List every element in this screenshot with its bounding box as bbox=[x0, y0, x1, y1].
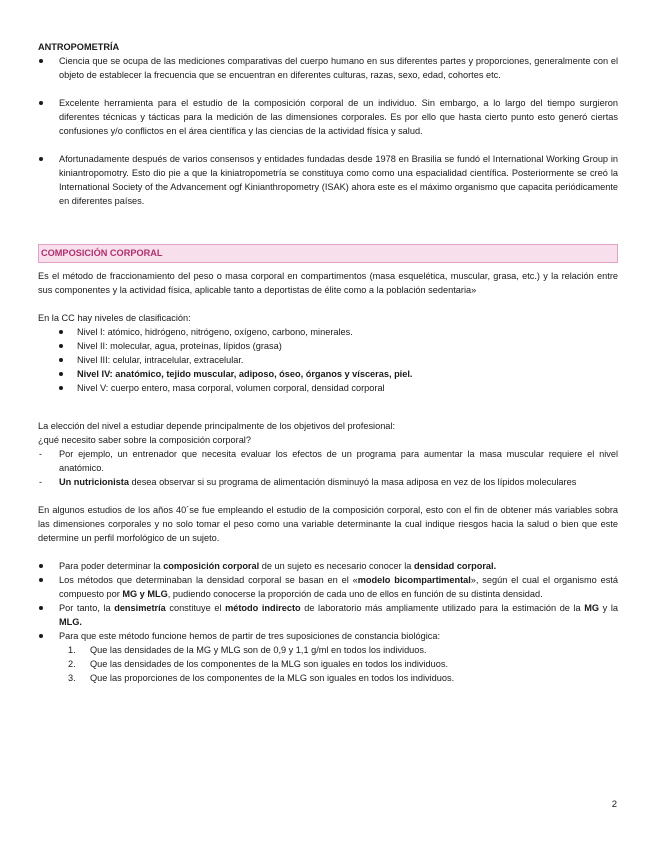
choice-line-1: La elección del nivel a estudiar depende principalmente de los objetivos del profesional: bbox=[38, 421, 396, 431]
assumptions-list bbox=[38, 643, 618, 685]
list-item: 1. Que las densidades de la MG y MLG son de 0,9 y 1,1 g/ml en todos los individuos. bbox=[68, 645, 427, 655]
list-item: Afortunadamente después de varios consensos y entidades fundadas desde 1978 en Brasilia se fundó el International Working Group in kiniantropomotry. Esto dio pie a que la kiniatropometría se constituya como como una espacialidad científica. Posteriormente se creó la International Society of the Advancement ogf Kinianthropometry (ISAK) ahora este es el máximo organismo que capacita periódicamente en diferentes países. bbox=[38, 152, 618, 208]
composicion-heading-box bbox=[38, 244, 618, 263]
list-item: Ciencia que se ocupa de las mediciones comparativas del cuerpo humano en sus diferentes partes y proporciones, generalmente con el objeto de establecer la frecuencia que se encuentran en diferentes culturas, razas, sexo, edad, cohortes etc. bbox=[38, 54, 618, 82]
list-item: Para que este método funcione hemos de partir de tres suposiciones de constancia biológica: bbox=[38, 629, 618, 643]
definition-paragraph: Es el método de fraccionamiento del peso o masa corporal en compartimentos (masa esquelética, muscular, grasa, etc.) y la relación entre sus componentes y la actividad física, aplicable tanto a deportistas de élite como a la población sedentaria» bbox=[38, 271, 618, 295]
list-item: Para poder determinar la composición corporal de un sujeto es necesario conocer la densidad corporal. bbox=[38, 559, 618, 573]
list-item: Nivel III: celular, intracelular, extracelular. bbox=[58, 353, 618, 367]
examples-list bbox=[38, 447, 618, 489]
page-number: 2 bbox=[611, 799, 617, 810]
composicion-heading: COMPOSICIÓN CORPORAL bbox=[41, 248, 163, 258]
list-item: Excelente herramienta para el estudio de la composición corporal de un individuo. Sin embargo, a lo largo del tiempo surgieron diferentes técnicas y tácticas para la medición de las dimensiones corporales. Es por ello que hasta cierto punto esto generó ciertas confusiones y/o conflictos en el área científica y las ciencias de la actividad física y salud. bbox=[38, 96, 618, 138]
list-item: Los métodos que determinaban la densidad corporal se basan en el «modelo bicompartimental», según el cual el organismo está compuesto por MG y MLG, pudiendo conocerse la proporción de cada uno de ellos en función de su distinta densidad. bbox=[38, 573, 618, 601]
list-item: Nivel V: cuerpo entero, masa corporal, volumen corporal, densidad corporal bbox=[58, 381, 618, 395]
list-item: 3. Que las proporciones de los componentes de la MLG son iguales en todos los individuos. bbox=[68, 673, 455, 683]
document-page bbox=[38, 40, 618, 685]
list-item: - Un nutricionista desea observar si su programa de alimentación disminuyó la masa adiposa en vez de los lípidos moleculares bbox=[38, 475, 618, 489]
list-item: Por tanto, la densimetría constituye el método indirecto de laboratorio más ampliamente utilizado para la estimación de la MG y la MLG. bbox=[38, 601, 618, 629]
levels-list bbox=[38, 325, 618, 395]
list-item: - Por ejemplo, un entrenador que necesita evaluar los efectos de un programa para aumentar la masa muscular requiere el nivel anatómico. bbox=[38, 447, 618, 475]
densimetry-list bbox=[38, 559, 618, 643]
antropometria-list bbox=[38, 54, 618, 208]
list-item: Nivel II: molecular, agua, proteínas, lípidos (grasa) bbox=[58, 339, 618, 353]
antropometria-heading: ANTROPOMETRÍA bbox=[38, 42, 120, 52]
list-item: Nivel IV: anatómico, tejido muscular, adiposo, óseo, órganos y vísceras, piel. bbox=[58, 367, 618, 381]
list-item: Nivel I: atómico, hidrógeno, nitrógeno, oxígeno, carbono, minerales. bbox=[58, 325, 618, 339]
history-paragraph: En algunos estudios de los años 40´se fue empleando el estudio de la composición corporal, esto con el fin de obtener más variables sobra las dimensiones corporales y no solo tomar el peso como una variable determinante la cual indique riesgos hacia la salud o bien que este determine un perfil morfológico de un sujeto. bbox=[38, 505, 618, 543]
list-item: 2. Que las densidades de los componentes de la MLG son iguales en todos los individuos. bbox=[68, 659, 449, 669]
levels-intro: En la CC hay niveles de clasificación: bbox=[38, 313, 191, 323]
choice-line-2: ¿qué necesito saber sobre la composición corporal? bbox=[38, 435, 251, 445]
